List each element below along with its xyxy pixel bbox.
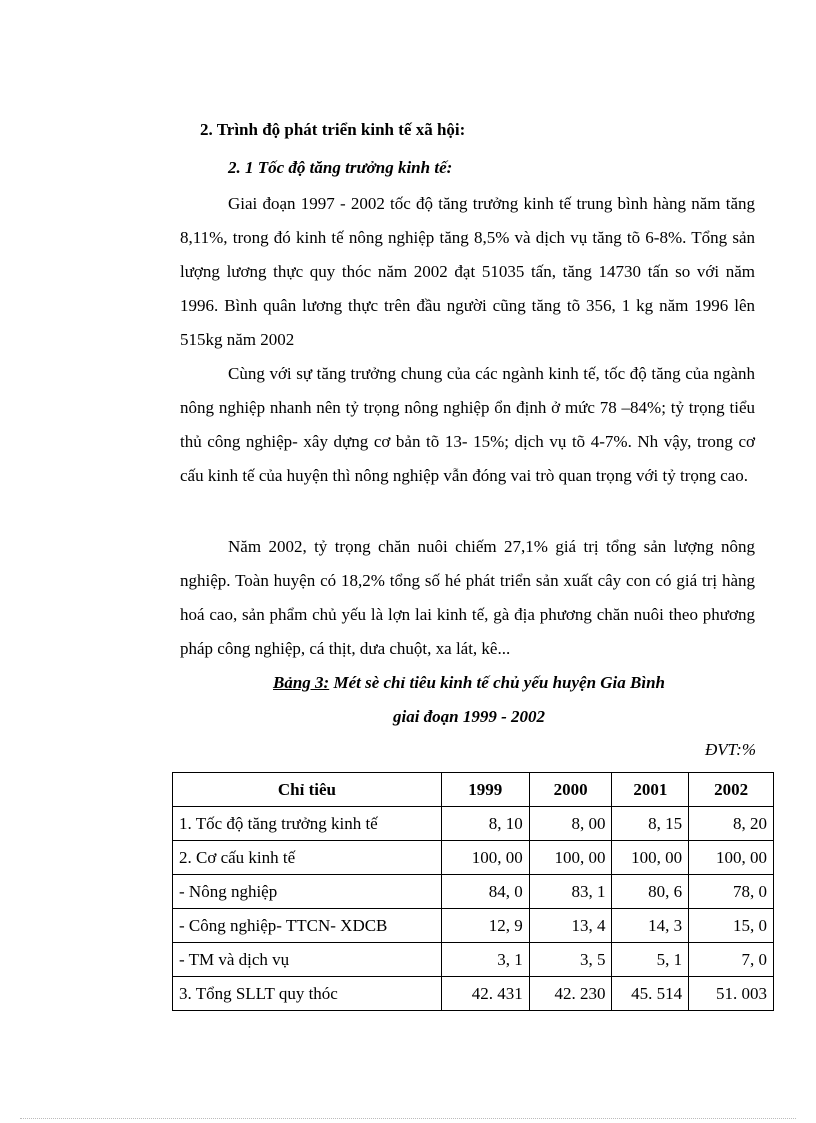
table-cell: 8, 00: [529, 807, 612, 841]
table-subtitle: giai đoạn 1999 - 2002: [392, 707, 546, 726]
economic-indicators-table: [172, 772, 774, 1011]
table-cell: 3, 5: [529, 943, 612, 977]
section-heading: 2. Trình độ phát triển kinh tế xã hội:: [200, 120, 466, 139]
row-label: - TM và dịch vụ: [173, 943, 442, 977]
paragraph-livestock: Năm 2002, tỷ trọng chăn nuôi chiếm 27,1% giá trị tổng sản lượng nông nghiệp. Toàn huyện có 18,2% tổng số hé phát triển sản xuất cây con có giá trị hàng hoá cao, sản phẩm chủ yếu là lợn lai kinh tế, gà địa phương chăn nuôi theo phương pháp công nghiệp, cá thịt, dưa chuột, xa lát, kê...: [180, 537, 755, 658]
table-cell: 42. 230: [529, 977, 612, 1011]
table-cell: 8, 15: [612, 807, 689, 841]
table-title: [0, 673, 816, 693]
table-cell: 51. 003: [689, 977, 774, 1011]
table-cell: 5, 1: [612, 943, 689, 977]
table-cell: 78, 0: [689, 875, 774, 909]
table-cell: 7, 0: [689, 943, 774, 977]
table-cell: 84, 0: [441, 875, 529, 909]
table-header-row: [173, 773, 774, 807]
table-cell: 8, 10: [441, 807, 529, 841]
table-cell: 100, 00: [441, 841, 529, 875]
table-cell: 45. 514: [612, 977, 689, 1011]
table-cell: 13, 4: [529, 909, 612, 943]
table-row: [173, 943, 774, 977]
table-cell: 100, 00: [612, 841, 689, 875]
paragraph-economic-structure: Cùng với sự tăng trưởng chung của các ngành kinh tế, tốc độ tăng của ngành nông nghiệp nhanh nên tỷ trọng nông nghiệp ổn định ở mức 78 –84%; tỷ trọng tiểu thủ công nghiệp- xây dựng cơ bản tõ 13- 15%; dịch vụ tõ 4-7%. Nh vậy, trong cơ cấu kinh tế của huyện thì nông nghiệp vẫn đóng vai trò quan trọng với tỷ trọng cao.: [180, 364, 755, 485]
table-row: [173, 977, 774, 1011]
table-cell: 15, 0: [689, 909, 774, 943]
header-year-2002: 2002: [689, 773, 774, 807]
table-cell: 80, 6: [612, 875, 689, 909]
row-label: 3. Tổng SLLT quy thóc: [173, 977, 442, 1011]
page-bottom-divider: [20, 1118, 796, 1119]
table-cell: 8, 20: [689, 807, 774, 841]
row-label: - Nông nghiệp: [173, 875, 442, 909]
table-cell: 14, 3: [612, 909, 689, 943]
row-label: - Công nghiệp- TTCN- XDCB: [173, 909, 442, 943]
row-label: 1. Tốc độ tăng trưởng kinh tế: [173, 807, 442, 841]
table-row: [173, 909, 774, 943]
header-year-2001: 2001: [612, 773, 689, 807]
subsection-heading: 2. 1 Tốc độ tăng trưởng kinh tế:: [228, 158, 453, 177]
table-cell: 100, 00: [689, 841, 774, 875]
table-cell: 100, 00: [529, 841, 612, 875]
header-year-2000: 2000: [529, 773, 612, 807]
table-cell: 83, 1: [529, 875, 612, 909]
table-title-text: Mét sè chỉ tiêu kinh tế chủ yếu huyện Gia Bình: [329, 673, 665, 692]
table-cell: 3, 1: [441, 943, 529, 977]
table-unit: ĐVT:%: [705, 740, 756, 759]
row-label: 2. Cơ cấu kinh tế: [173, 841, 442, 875]
table-row: [173, 875, 774, 909]
table-title-label: Bảng 3:: [272, 673, 330, 692]
table-cell: 42. 431: [441, 977, 529, 1011]
table-cell: 12, 9: [441, 909, 529, 943]
paragraph-growth-rate: Giai đoạn 1997 - 2002 tốc độ tăng trưởng kinh tế trung bình hàng năm tăng 8,11%, trong đó kinh tế nông nghiệp tăng 8,5% và dịch vụ tăng tõ 6-8%. Tổng sản lượng lương thực quy thóc năm 2002 đạt 51035 tấn, tăng 14730 tấn so với năm 1996. Bình quân lương thực trên đầu người cũng tăng tõ 356, 1 kg năm 1996 lên 515kg năm 2002: [180, 194, 755, 349]
header-indicator: Chỉ tiêu: [173, 773, 442, 807]
table-row: [173, 841, 774, 875]
table-row: [173, 807, 774, 841]
header-year-1999: 1999: [441, 773, 529, 807]
